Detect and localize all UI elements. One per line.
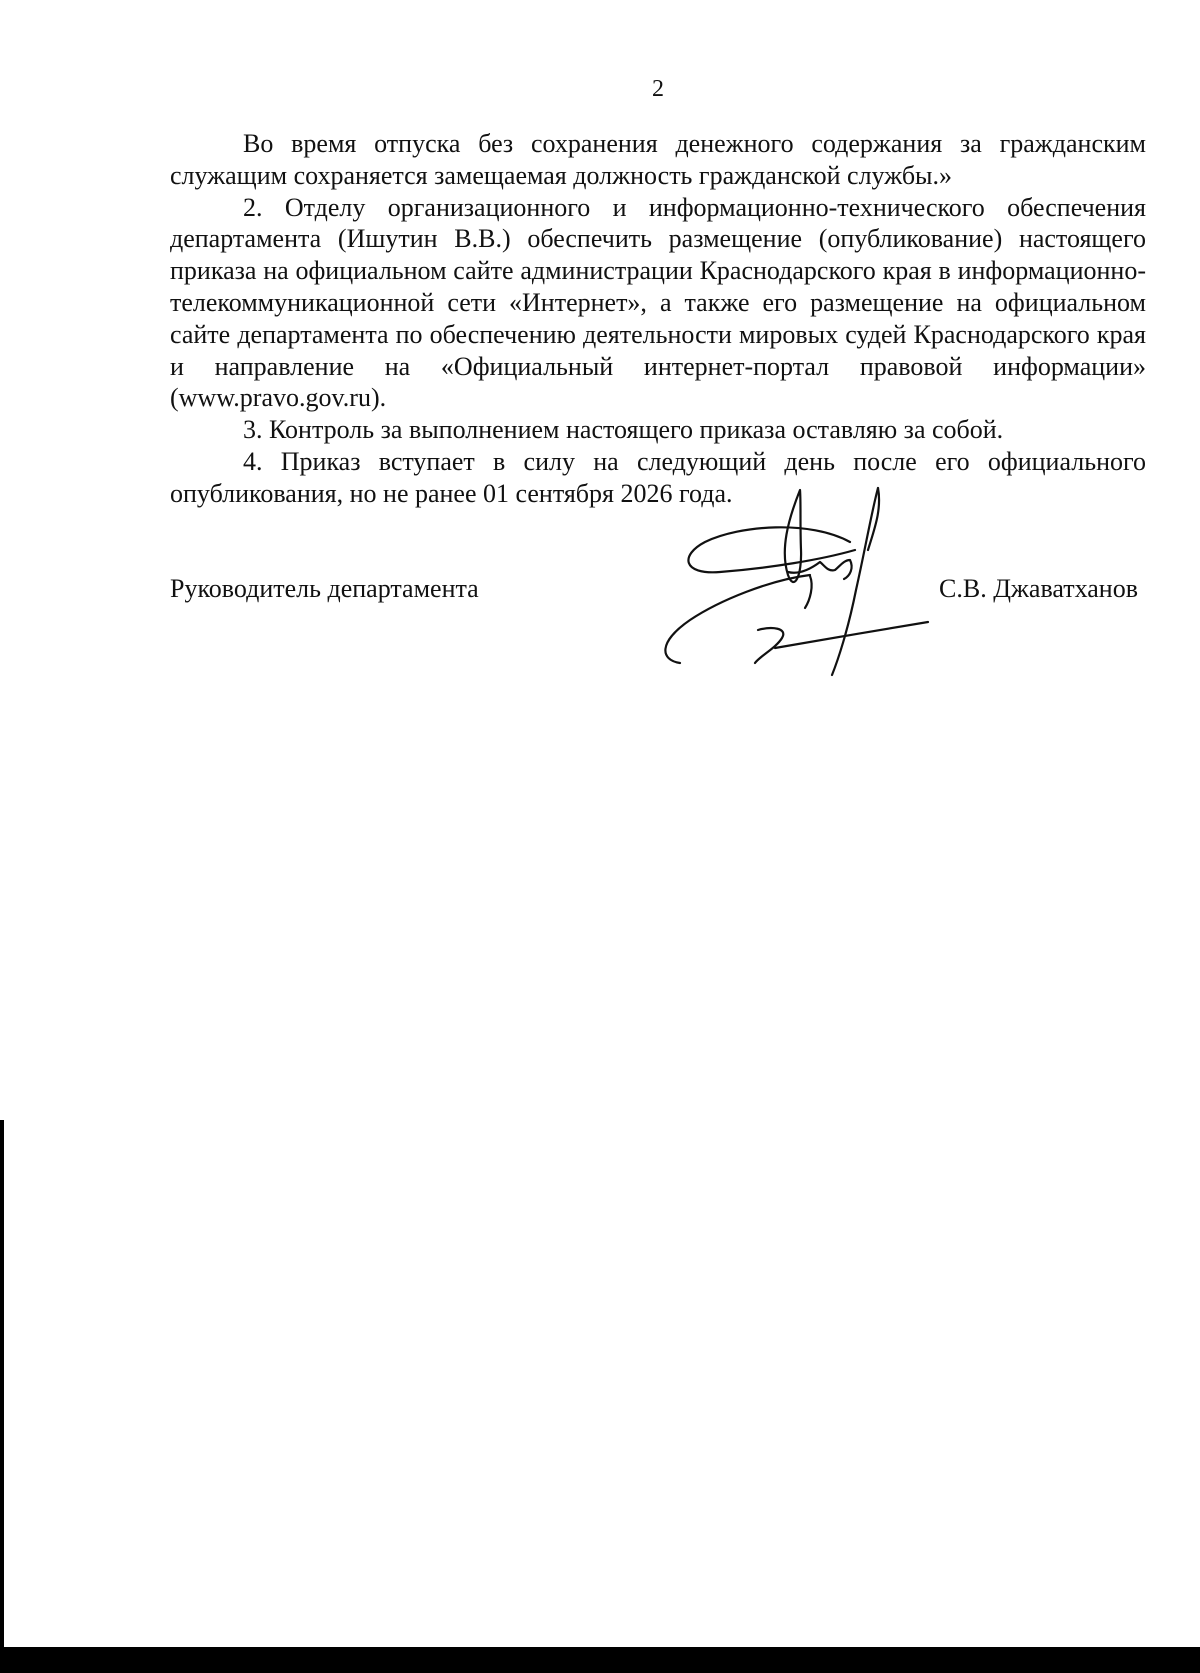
paragraph-item-3-control: 3. Контроль за выполнением настоящего приказа оставляю за собой. <box>243 415 1004 445</box>
signatory-position: Руководитель департамента <box>170 574 479 603</box>
paragraph-item-4-effective-date: 4. Приказ вступает в силу на следующий день после его официального опубликования, но не ранее 01 сентября 2026 года. <box>170 446 1146 508</box>
paragraph-vacation-clause: Во время отпуска без сохранения денежного содержания за гражданским служащим сохраняется замещаемая должность гражданской службы.» <box>170 129 1146 190</box>
signature-block <box>170 572 1146 606</box>
handwritten-signature <box>660 480 940 720</box>
document-body <box>170 128 1146 510</box>
page-number: 2 <box>652 76 664 102</box>
scan-edge-left <box>0 1120 4 1650</box>
signatory-name: С.В. Джаватханов <box>939 574 1138 603</box>
scan-edge-bottom <box>0 1647 1200 1673</box>
paragraph-item-2-publication: 2. Отделу организационного и информационно-технического обеспечения департамента (Ишутин В.В.) обеспечить размещение (опубликование) настоящего приказа на официальном сайте администрации Краснодарского края в информационно-телекоммуникационной сети «Интернет», а также его размещение на официальном сайте департамента по обеспечению деятельности мировых судей Краснодарского края и направление на «Официальный интернет-портал правовой информации» (www.pravo.gov.ru). <box>170 192 1146 413</box>
